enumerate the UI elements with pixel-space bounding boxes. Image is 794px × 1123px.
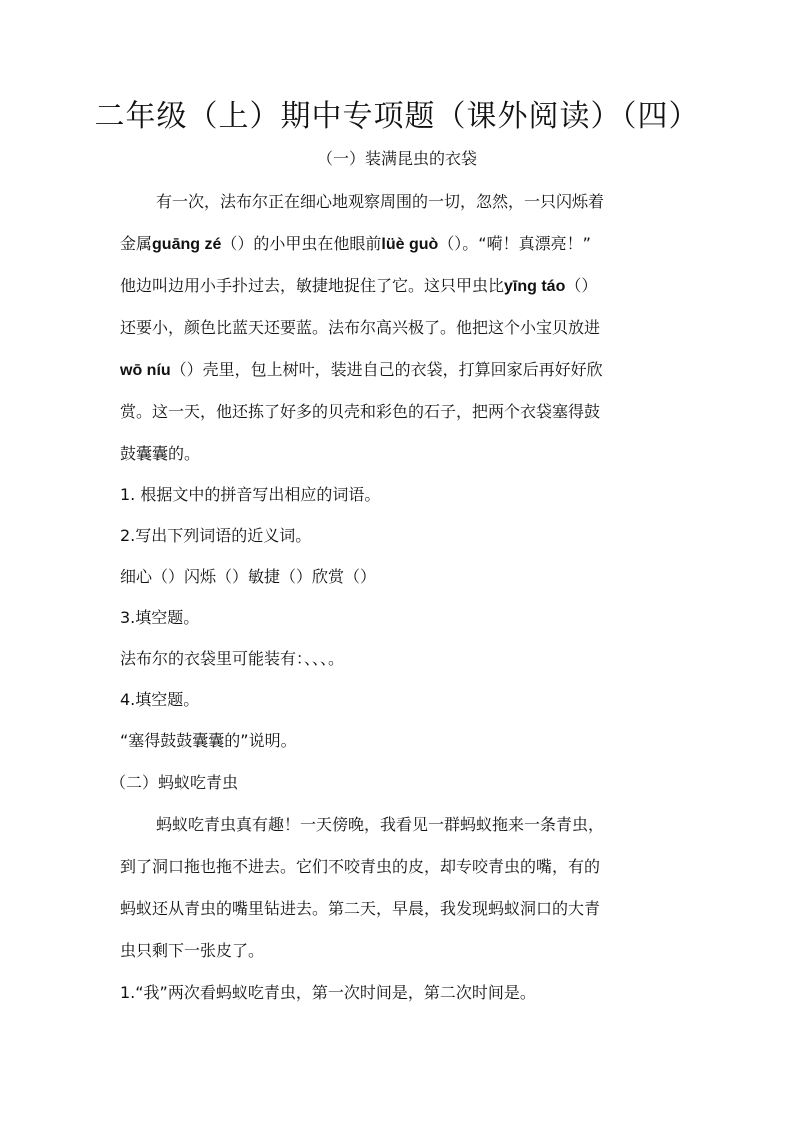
answer-blank: （） (221, 234, 254, 253)
passage1-line-1: 有一次，法布尔正在细心地观察周围的一切，忽然，一只闪烁着 (156, 192, 605, 211)
passage1-line-7: 鼓囊囊的。 (120, 444, 201, 463)
pinyin-guangze: guāng zé (152, 236, 222, 253)
passage1-line-3 (120, 273, 597, 300)
question-2-items: 细心（）闪烁（）敏捷（）欣赏（） (120, 567, 377, 586)
passage2-line-4: 虫只剩下一张皮了。 (120, 941, 265, 960)
question-1: 1. 根据文中的拼音写出相应的词语。 (120, 485, 381, 504)
pinyin-lueguo: lüè guò (381, 236, 439, 253)
answer-blank: （） (565, 276, 598, 295)
question-4-prompt: “塞得鼓鼓囊囊的”说明。 (120, 731, 297, 750)
passage1-line-6: 赏。这一天，他还拣了好多的贝壳和彩色的石子，把两个衣袋塞得鼓 (120, 402, 601, 421)
question-3-prompt: 法布尔的衣袋里可能装有：、、、。 (120, 649, 345, 668)
passage2-line-1: 蚂蚁吃青虫真有趣！一天傍晚，我看见一群蚂蚁拖来一条青虫， (156, 815, 605, 834)
passage2-line-2: 到了洞口拖也拖不进去。它们不咬青虫的皮，却专咬青虫的嘴，有的 (120, 857, 601, 876)
section2-heading: （二）蚂蚁吃青虫 (110, 773, 239, 792)
section2-question-1: 1.“我”两次看蚂蚁吃青虫，第一次时间是，第二次时间是。 (120, 983, 536, 1002)
passage1-line-5 (120, 357, 603, 384)
text-fragment: 金属 (120, 234, 153, 253)
question-4: 4.填空题。 (120, 690, 200, 709)
text-fragment: 壳里，包上树叶，装进自己的衣袋，打算回家后再好好欣 (202, 360, 603, 379)
section1-heading: （一）装满昆虫的衣袋 (316, 149, 477, 168)
passage1-line-2 (120, 231, 591, 258)
question-2: 2.写出下列词语的近义词。 (120, 526, 312, 545)
question-3: 3.填空题。 (120, 608, 200, 627)
answer-blank: （） (170, 360, 203, 379)
answer-blank: （） (438, 234, 463, 253)
passage2-line-3: 蚂蚁还从青虫的嘴里钻进去。第二天，早晨，我发现蚂蚁洞口的大青 (120, 899, 601, 918)
pinyin-yingtao: yīng táo (504, 278, 566, 295)
pinyin-woniu: wō níu (120, 362, 171, 379)
text-fragment: 。“嗬！真漂亮！” (462, 234, 591, 253)
page-title: 二年级（上）期中专项题（课外阅读）（四） (94, 99, 700, 134)
text-fragment: 他边叫边用小手扑过去，敏捷地捉住了它。这只甲虫比 (120, 276, 505, 295)
passage1-line-4: 还要小，颜色比蓝天还要蓝。法布尔高兴极了。他把这个小宝贝放进 (120, 318, 601, 337)
text-fragment: 的小甲虫在他眼前 (253, 234, 382, 253)
